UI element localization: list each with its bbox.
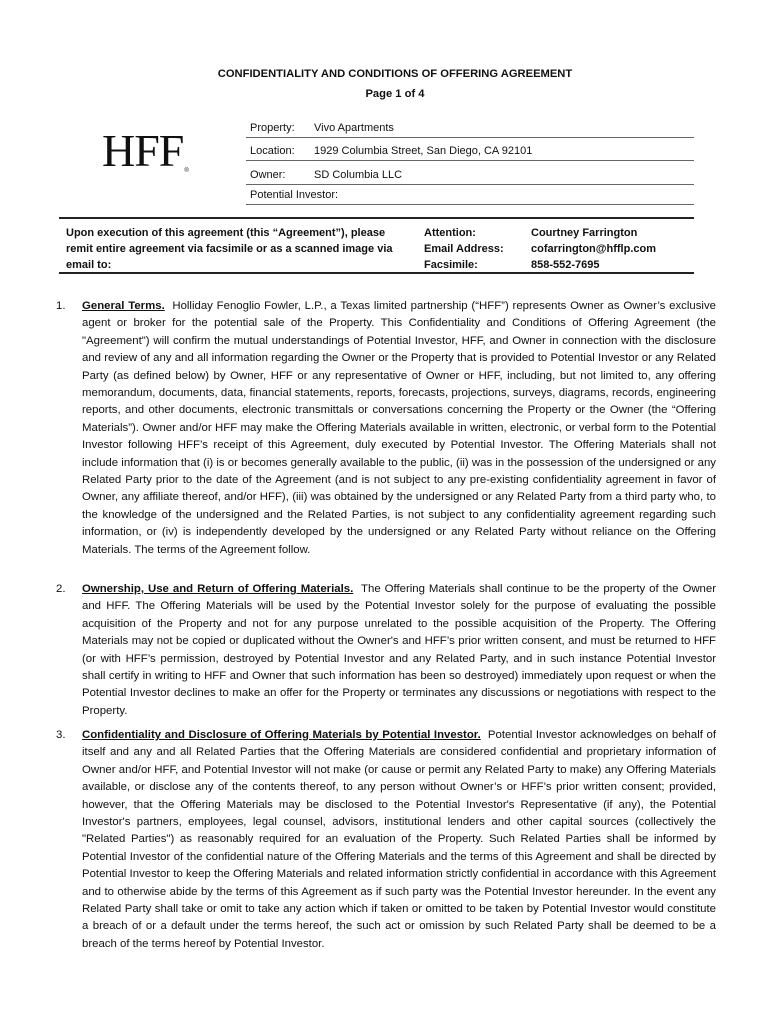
owner-row (246, 169, 694, 185)
section-heading: Ownership, Use and Return of Offering Materials. (82, 583, 354, 595)
section-body: Holliday Fenoglio Fowler, L.P., a Texas limited partnership (“HFF”) represents Owner as Owner’s exclusive agent or broker for the potential sale of the Property. This Confidentiality and Conditions of Offering Agreement (the "Agreement") will confirm the mutual understandings of Potential Investor, HFF, and Owner in connection with the disclosure and review of any and all information regarding the Owner or the Property that is provided to Potential Investor or any Related Party (as defined below) by Owner, HFF or any representative of Owner or HFF, including, but not limited to, any offering memorandum, documents, data, financial statements, reports, forecasts, projections, surveys, diagrams, records, engineering reports, and other documents, electronic transmittals or conversations concerning the Property or the Owner (the “Offering Materials”). Owner and/or HFF may make the Offering Materials available in written, electronic, or verbal form to the Potential Investor following HFF’s receipt of this Agreement, duly executed by Potential Investor. The Offering Materials shall not include information that (i) is or becomes generally available to the public, (ii) was in the possession of the undersigned or any Related Party prior to the date of the Agreement (and is not subject to any pre-existing confidentiality agreement in favor of Owner, any affiliate thereof, and/or HFF), (iii) was obtained by the undersigned or any Related Party from a third party who, to the knowledge of the undersigned and the Related Parties, is not subject to any confidentiality agreement regarding such information, or (iv) is independently developed by the undersigned or any Related Party without reliance on the Offering Materials. The terms of the Agreement follow. (82, 300, 716, 556)
location-value: 1929 Columbia Street, San Diego, CA 92101 (314, 145, 533, 157)
attention-value: Courtney Farrington (531, 227, 638, 239)
property-value: Vivo Apartments (314, 122, 394, 134)
page-indicator: Page 1 of 4 (365, 88, 425, 100)
section-body: The Offering Materials shall continue to be the property of the Owner and HFF. The Offering Materials will be used by the Potential Investor solely for the purpose of evaluating the possible acquisition of the Property and not for any purpose unrelated to the possible acquisition of the Property. The Offering Materials may not be copied or duplicated without the Owner's and HFF’s prior written consent, and must be returned to HFF (or with HFF’s permission, destroyed by Potential Investor and any Related Party, and in such instance Potential Investor shall certify in writing to HFF and Owner that such information has been so destroyed) immediately upon request or when the Potential Investor declines to make an offer for the Property or terminates any discussions or negotiations with respect to the Property. (82, 583, 717, 717)
owner-label: Owner: (250, 169, 286, 181)
section-confidentiality (82, 727, 716, 953)
email-value[interactable]: cofarrington@hfflp.com (531, 243, 656, 255)
email-label: Email Address: (424, 243, 504, 255)
section-body: Potential Investor acknowledges on behalf of itself and any and all Related Parties that the Offering Materials are considered confidential and proprietary information of Owner and/or HFF, and Potential Investor will not make (or cause or permit any Related Party to make) any Offering Materials available, or disclose any of the contents thereof, to any person without Owner’s or HFF’s prior written consent; provided, however, that the Offering Materials may be disclosed to the Potential Investor's Representative (if any), the Potential Investor's partners, employees, legal counsel, advisors, institutional lenders and other capital sources (collectively the "Related Parties") as reasonably required for an evaluation of the Property. Such Related Parties shall be informed by Potential Investor of the confidential nature of the Offering Materials and the terms of this Agreement and shall be directed by Potential Investor to keep the Offering Materials and related information strictly confidential in accordance with this Agreement and to otherwise abide by the terms of this Agreement as if such party was the Potential Investor hereunder. In the event any Related Party shall take or omit to take any action which if taken or omitted to be taken by Potential Investor would constitute a breach of or a default under the terms hereof, the such act or omission by such Related Party shall be deemed to be a breach of the terms hereof by Potential Investor. (82, 729, 716, 950)
document-title: CONFIDENTIALITY AND CONDITIONS OF OFFERING AGREEMENT (217, 68, 573, 80)
fax-label: Facsimile: (424, 259, 478, 271)
investor-row (246, 189, 694, 205)
section-heading: General Terms. (82, 300, 165, 312)
property-label: Property: (250, 122, 295, 134)
section-number: 1. (56, 300, 66, 312)
attention-label: Attention: (424, 227, 476, 239)
fax-value: 858-552-7695 (531, 259, 600, 271)
owner-value: SD Columbia LLC (314, 169, 403, 181)
contact-block (424, 225, 656, 273)
hff-logo: HFF® (102, 125, 188, 176)
section-number: 2. (56, 583, 66, 595)
bottom-rule (59, 272, 694, 274)
top-rule (59, 217, 694, 219)
section-number: 3. (56, 729, 66, 741)
section-ownership (82, 581, 716, 720)
investor-label: Potential Investor: (250, 189, 339, 201)
property-row (246, 122, 694, 138)
location-row (246, 145, 694, 161)
execution-instruction: Upon execution of this agreement (this “Agreement”), please remit entire agreement via facsimile or as a scanned image via email to: (66, 227, 393, 271)
location-label: Location: (250, 145, 295, 157)
section-general-terms (82, 298, 716, 559)
section-heading: Confidentiality and Disclosure of Offering Materials by Potential Investor. (82, 729, 481, 741)
